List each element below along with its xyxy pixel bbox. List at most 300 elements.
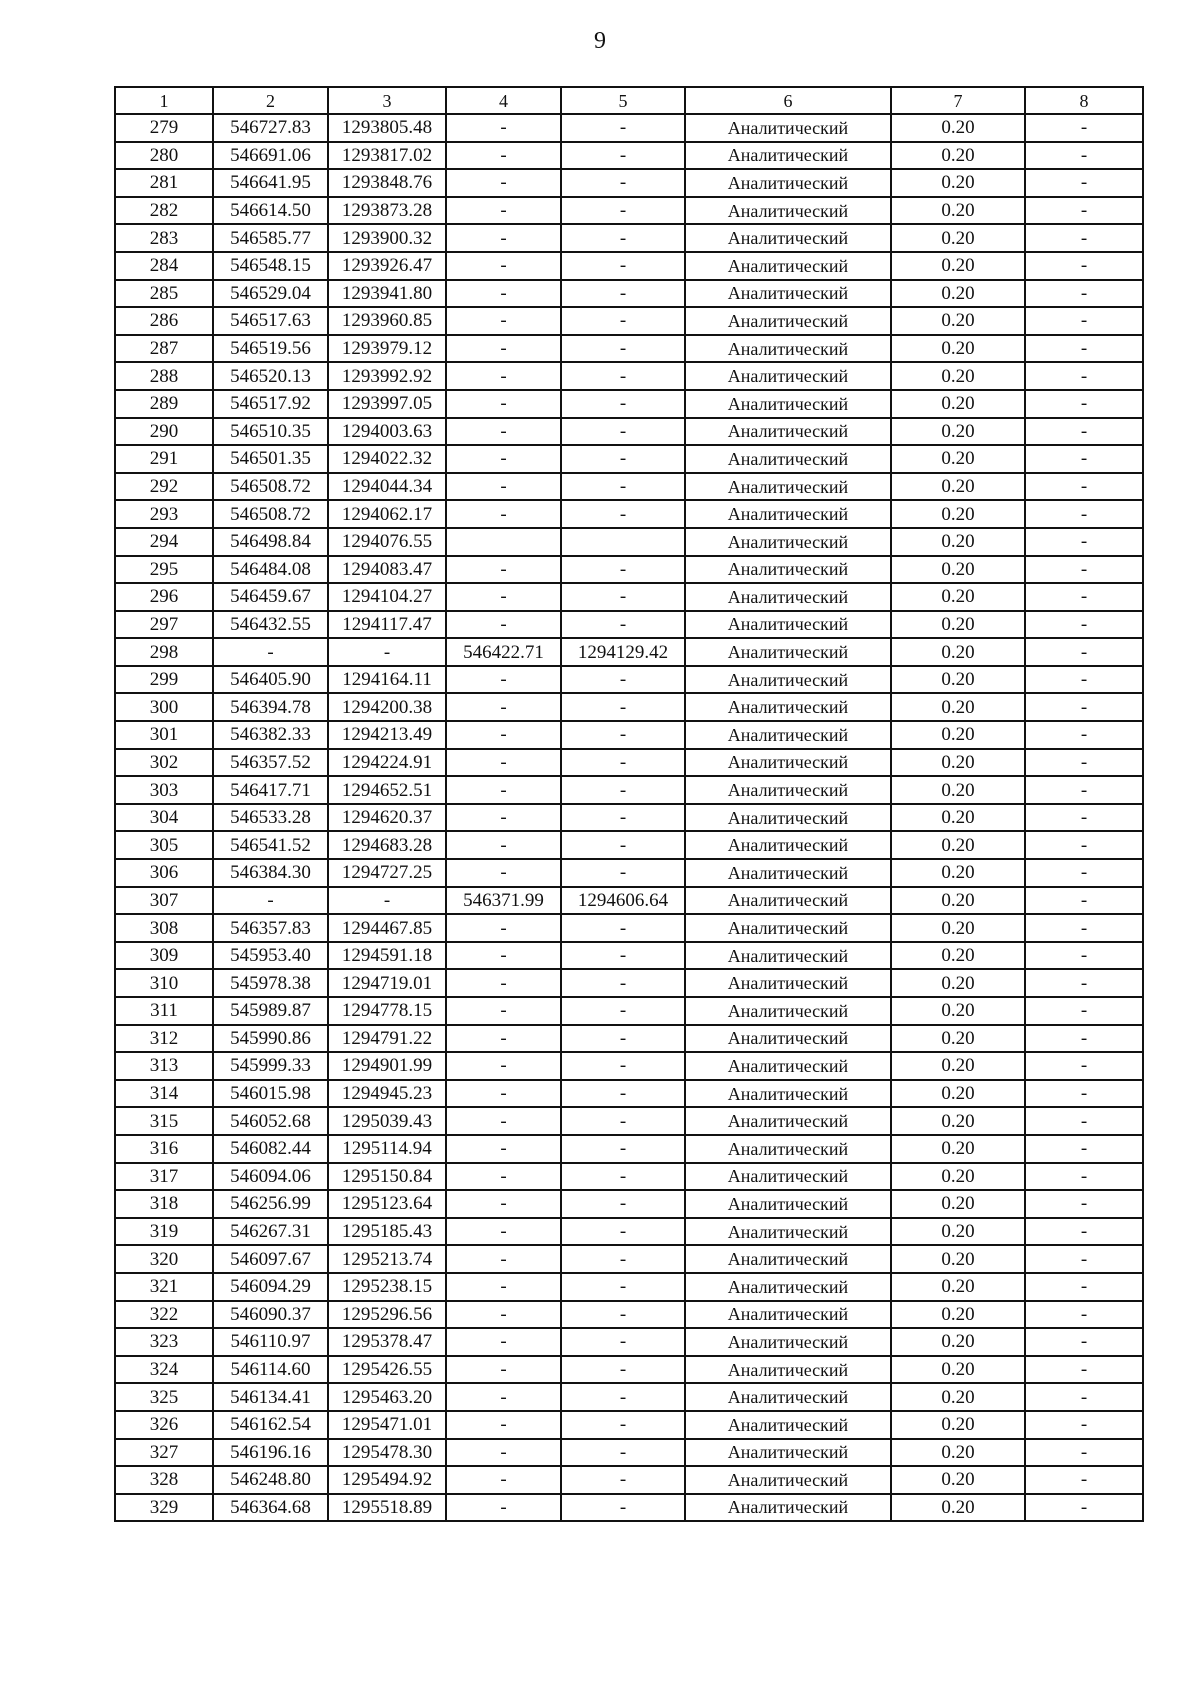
cell-x-coordinate: 546484.08 — [213, 556, 328, 584]
cell-accuracy: 0.20 — [891, 1052, 1025, 1080]
table-row — [115, 749, 1143, 777]
cell-point-number: 297 — [115, 611, 213, 639]
cell-note: - — [1025, 280, 1143, 308]
cell-accuracy: 0.20 — [891, 997, 1025, 1025]
cell-note: - — [1025, 1301, 1143, 1329]
cell-x-coordinate: - — [213, 638, 328, 666]
column-header-point-number: 1 — [115, 87, 213, 114]
cell-x-coordinate: 546541.52 — [213, 831, 328, 859]
cell-accuracy: 0.20 — [891, 500, 1025, 528]
cell-y-coordinate-alt: - — [561, 831, 685, 859]
cell-note: - — [1025, 473, 1143, 501]
cell-point-number: 283 — [115, 224, 213, 252]
cell-x-coordinate-alt: - — [446, 969, 561, 997]
cell-y-coordinate-alt: - — [561, 556, 685, 584]
cell-x-coordinate: 546382.33 — [213, 721, 328, 749]
cell-y-coordinate-alt: - — [561, 1439, 685, 1467]
cell-accuracy: 0.20 — [891, 142, 1025, 170]
cell-x-coordinate: 546052.68 — [213, 1107, 328, 1135]
cell-y-coordinate: 1294467.85 — [328, 914, 446, 942]
cell-x-coordinate-alt: - — [446, 197, 561, 225]
cell-note: - — [1025, 1494, 1143, 1522]
cell-y-coordinate-alt: 1294129.42 — [561, 638, 685, 666]
cell-y-coordinate: 1295378.47 — [328, 1328, 446, 1356]
cell-note: - — [1025, 831, 1143, 859]
table-row — [115, 1218, 1143, 1246]
cell-method: Аналитический — [685, 114, 891, 142]
cell-y-coordinate-alt: - — [561, 1356, 685, 1384]
cell-x-coordinate: 546114.60 — [213, 1356, 328, 1384]
cell-method: Аналитический — [685, 859, 891, 887]
cell-point-number: 284 — [115, 252, 213, 280]
table-row — [115, 307, 1143, 335]
cell-x-coordinate-alt: - — [446, 942, 561, 970]
cell-point-number: 307 — [115, 887, 213, 915]
cell-y-coordinate: 1294591.18 — [328, 942, 446, 970]
cell-method: Аналитический — [685, 390, 891, 418]
cell-y-coordinate: 1295463.20 — [328, 1383, 446, 1411]
cell-x-coordinate-alt: - — [446, 500, 561, 528]
cell-x-coordinate: 546394.78 — [213, 693, 328, 721]
table-row — [115, 721, 1143, 749]
cell-point-number: 323 — [115, 1328, 213, 1356]
cell-y-coordinate: 1294652.51 — [328, 776, 446, 804]
cell-y-coordinate: 1294778.15 — [328, 997, 446, 1025]
cell-accuracy: 0.20 — [891, 749, 1025, 777]
cell-accuracy: 0.20 — [891, 1245, 1025, 1273]
table-row — [115, 418, 1143, 446]
cell-x-coordinate: 546498.84 — [213, 528, 328, 556]
cell-point-number: 324 — [115, 1356, 213, 1384]
cell-x-coordinate-alt: - — [446, 169, 561, 197]
cell-note: - — [1025, 1190, 1143, 1218]
table-row — [115, 224, 1143, 252]
cell-note: - — [1025, 390, 1143, 418]
cell-point-number: 300 — [115, 693, 213, 721]
cell-accuracy: 0.20 — [891, 693, 1025, 721]
table-row — [115, 638, 1143, 666]
table-row — [115, 1245, 1143, 1273]
cell-method: Аналитический — [685, 197, 891, 225]
cell-x-coordinate: 546585.77 — [213, 224, 328, 252]
cell-y-coordinate-alt: 1294606.64 — [561, 887, 685, 915]
cell-y-coordinate: 1294164.11 — [328, 666, 446, 694]
cell-note: - — [1025, 666, 1143, 694]
cell-method: Аналитический — [685, 307, 891, 335]
cell-method: Аналитический — [685, 1107, 891, 1135]
cell-x-coordinate-alt: - — [446, 1107, 561, 1135]
column-header-x-coordinate-alt: 4 — [446, 87, 561, 114]
cell-note: - — [1025, 1107, 1143, 1135]
cell-y-coordinate: - — [328, 887, 446, 915]
cell-accuracy: 0.20 — [891, 1190, 1025, 1218]
cell-method: Аналитический — [685, 721, 891, 749]
cell-x-coordinate: 545989.87 — [213, 997, 328, 1025]
cell-x-coordinate: 546510.35 — [213, 418, 328, 446]
cell-x-coordinate-alt: - — [446, 831, 561, 859]
table-row — [115, 693, 1143, 721]
column-header-y-coordinate-alt: 5 — [561, 87, 685, 114]
cell-note: - — [1025, 114, 1143, 142]
cell-y-coordinate: 1294003.63 — [328, 418, 446, 446]
cell-note: - — [1025, 445, 1143, 473]
cell-x-coordinate-alt: - — [446, 1135, 561, 1163]
cell-note: - — [1025, 1411, 1143, 1439]
cell-method: Аналитический — [685, 1273, 891, 1301]
cell-y-coordinate: 1293979.12 — [328, 335, 446, 363]
cell-y-coordinate-alt: - — [561, 252, 685, 280]
cell-method: Аналитический — [685, 749, 891, 777]
cell-point-number: 301 — [115, 721, 213, 749]
cell-x-coordinate-alt: - — [446, 307, 561, 335]
cell-x-coordinate-alt: - — [446, 1052, 561, 1080]
cell-x-coordinate: 546405.90 — [213, 666, 328, 694]
cell-y-coordinate-alt: - — [561, 169, 685, 197]
cell-x-coordinate: 546094.29 — [213, 1273, 328, 1301]
cell-y-coordinate-alt: - — [561, 969, 685, 997]
table-row — [115, 1301, 1143, 1329]
cell-point-number: 303 — [115, 776, 213, 804]
cell-y-coordinate: 1295471.01 — [328, 1411, 446, 1439]
cell-y-coordinate-alt: - — [561, 749, 685, 777]
page-number: 9 — [594, 28, 606, 54]
table-row — [115, 1135, 1143, 1163]
cell-accuracy: 0.20 — [891, 362, 1025, 390]
cell-y-coordinate: 1294224.91 — [328, 749, 446, 777]
cell-x-coordinate: 546548.15 — [213, 252, 328, 280]
cell-accuracy: 0.20 — [891, 445, 1025, 473]
cell-note: - — [1025, 749, 1143, 777]
table-row — [115, 335, 1143, 363]
cell-method: Аналитический — [685, 1494, 891, 1522]
cell-point-number: 308 — [115, 914, 213, 942]
cell-y-coordinate: 1293848.76 — [328, 169, 446, 197]
cell-point-number: 292 — [115, 473, 213, 501]
table-row — [115, 1356, 1143, 1384]
cell-point-number: 314 — [115, 1080, 213, 1108]
cell-point-number: 291 — [115, 445, 213, 473]
table-row — [115, 1411, 1143, 1439]
cell-method: Аналитический — [685, 942, 891, 970]
cell-y-coordinate-alt: - — [561, 1025, 685, 1053]
cell-point-number: 311 — [115, 997, 213, 1025]
cell-y-coordinate: 1294620.37 — [328, 804, 446, 832]
cell-method: Аналитический — [685, 1411, 891, 1439]
cell-method: Аналитический — [685, 997, 891, 1025]
table-row — [115, 831, 1143, 859]
cell-y-coordinate-alt: - — [561, 197, 685, 225]
cell-x-coordinate-alt — [446, 528, 561, 556]
cell-y-coordinate: 1294945.23 — [328, 1080, 446, 1108]
cell-point-number: 315 — [115, 1107, 213, 1135]
coordinates-table — [114, 86, 1144, 1522]
cell-y-coordinate-alt: - — [561, 666, 685, 694]
cell-method: Аналитический — [685, 362, 891, 390]
cell-method: Аналитический — [685, 528, 891, 556]
cell-note: - — [1025, 914, 1143, 942]
cell-x-coordinate: 546357.83 — [213, 914, 328, 942]
cell-accuracy: 0.20 — [891, 831, 1025, 859]
cell-y-coordinate: 1293926.47 — [328, 252, 446, 280]
cell-point-number: 289 — [115, 390, 213, 418]
cell-note: - — [1025, 997, 1143, 1025]
cell-accuracy: 0.20 — [891, 197, 1025, 225]
cell-y-coordinate: 1293960.85 — [328, 307, 446, 335]
cell-x-coordinate: 546529.04 — [213, 280, 328, 308]
cell-x-coordinate-alt: - — [446, 749, 561, 777]
cell-y-coordinate-alt: - — [561, 362, 685, 390]
cell-y-coordinate-alt: - — [561, 280, 685, 308]
cell-x-coordinate-alt: - — [446, 997, 561, 1025]
cell-point-number: 304 — [115, 804, 213, 832]
cell-x-coordinate: 546508.72 — [213, 473, 328, 501]
cell-y-coordinate-alt: - — [561, 583, 685, 611]
cell-note: - — [1025, 1328, 1143, 1356]
cell-accuracy: 0.20 — [891, 224, 1025, 252]
cell-x-coordinate: 546384.30 — [213, 859, 328, 887]
cell-note: - — [1025, 169, 1143, 197]
cell-note: - — [1025, 1135, 1143, 1163]
cell-y-coordinate: 1294044.34 — [328, 473, 446, 501]
cell-note: - — [1025, 942, 1143, 970]
cell-y-coordinate: 1295238.15 — [328, 1273, 446, 1301]
table-row — [115, 362, 1143, 390]
cell-x-coordinate-alt: - — [446, 611, 561, 639]
cell-x-coordinate-alt: - — [446, 1163, 561, 1191]
cell-y-coordinate: 1294117.47 — [328, 611, 446, 639]
cell-y-coordinate: 1295478.30 — [328, 1439, 446, 1467]
table-row — [115, 583, 1143, 611]
cell-x-coordinate-alt: - — [446, 1080, 561, 1108]
table-row — [115, 390, 1143, 418]
cell-x-coordinate-alt: - — [446, 1356, 561, 1384]
cell-y-coordinate-alt: - — [561, 1218, 685, 1246]
cell-y-coordinate: 1294083.47 — [328, 556, 446, 584]
cell-y-coordinate: 1295185.43 — [328, 1218, 446, 1246]
table-row — [115, 445, 1143, 473]
cell-y-coordinate-alt: - — [561, 335, 685, 363]
cell-method: Аналитический — [685, 500, 891, 528]
cell-point-number: 296 — [115, 583, 213, 611]
cell-note: - — [1025, 556, 1143, 584]
cell-accuracy: 0.20 — [891, 1163, 1025, 1191]
cell-point-number: 280 — [115, 142, 213, 170]
table-row — [115, 1439, 1143, 1467]
cell-x-coordinate-alt: - — [446, 1494, 561, 1522]
cell-y-coordinate: 1294076.55 — [328, 528, 446, 556]
cell-method: Аналитический — [685, 1052, 891, 1080]
cell-y-coordinate-alt: - — [561, 611, 685, 639]
cell-point-number: 325 — [115, 1383, 213, 1411]
cell-x-coordinate-alt: - — [446, 1411, 561, 1439]
cell-x-coordinate: 546082.44 — [213, 1135, 328, 1163]
cell-y-coordinate: 1294104.27 — [328, 583, 446, 611]
cell-method: Аналитический — [685, 224, 891, 252]
table-row — [115, 776, 1143, 804]
cell-x-coordinate: 546501.35 — [213, 445, 328, 473]
table-row — [115, 1383, 1143, 1411]
cell-x-coordinate: 546417.71 — [213, 776, 328, 804]
cell-x-coordinate: 546519.56 — [213, 335, 328, 363]
cell-accuracy: 0.20 — [891, 914, 1025, 942]
cell-y-coordinate-alt: - — [561, 1411, 685, 1439]
cell-method: Аналитический — [685, 666, 891, 694]
cell-point-number: 281 — [115, 169, 213, 197]
cell-y-coordinate: 1295518.89 — [328, 1494, 446, 1522]
cell-method: Аналитический — [685, 611, 891, 639]
cell-method: Аналитический — [685, 1163, 891, 1191]
cell-method: Аналитический — [685, 556, 891, 584]
table-row — [115, 114, 1143, 142]
cell-x-coordinate-alt: - — [446, 445, 561, 473]
cell-method: Аналитический — [685, 1245, 891, 1273]
cell-accuracy: 0.20 — [891, 307, 1025, 335]
cell-note: - — [1025, 887, 1143, 915]
cell-accuracy: 0.20 — [891, 1466, 1025, 1494]
cell-x-coordinate: 546094.06 — [213, 1163, 328, 1191]
table-row — [115, 1052, 1143, 1080]
cell-x-coordinate: 546517.63 — [213, 307, 328, 335]
cell-x-coordinate-alt: - — [446, 666, 561, 694]
cell-y-coordinate: 1294213.49 — [328, 721, 446, 749]
cell-point-number: 299 — [115, 666, 213, 694]
cell-y-coordinate-alt: - — [561, 997, 685, 1025]
cell-point-number: 327 — [115, 1439, 213, 1467]
cell-y-coordinate: 1293805.48 — [328, 114, 446, 142]
cell-method: Аналитический — [685, 887, 891, 915]
cell-note: - — [1025, 776, 1143, 804]
cell-x-coordinate-alt: - — [446, 1025, 561, 1053]
cell-point-number: 306 — [115, 859, 213, 887]
cell-x-coordinate-alt: - — [446, 1218, 561, 1246]
cell-method: Аналитический — [685, 1301, 891, 1329]
cell-method: Аналитический — [685, 1135, 891, 1163]
cell-x-coordinate: 546248.80 — [213, 1466, 328, 1494]
table-row — [115, 942, 1143, 970]
cell-y-coordinate-alt: - — [561, 776, 685, 804]
cell-y-coordinate-alt — [561, 528, 685, 556]
cell-note: - — [1025, 142, 1143, 170]
cell-x-coordinate-alt: - — [446, 693, 561, 721]
cell-x-coordinate-alt: - — [446, 1273, 561, 1301]
cell-y-coordinate-alt: - — [561, 1494, 685, 1522]
cell-note: - — [1025, 224, 1143, 252]
cell-x-coordinate-alt: - — [446, 1383, 561, 1411]
table-body — [115, 114, 1143, 1521]
cell-x-coordinate: 546134.41 — [213, 1383, 328, 1411]
cell-point-number: 328 — [115, 1466, 213, 1494]
cell-x-coordinate-alt: - — [446, 914, 561, 942]
cell-y-coordinate: 1293817.02 — [328, 142, 446, 170]
cell-x-coordinate-alt: - — [446, 473, 561, 501]
cell-x-coordinate: 546357.52 — [213, 749, 328, 777]
cell-y-coordinate-alt: - — [561, 942, 685, 970]
table-row — [115, 914, 1143, 942]
cell-x-coordinate-alt: - — [446, 556, 561, 584]
cell-x-coordinate-alt: - — [446, 1328, 561, 1356]
table-row — [115, 1494, 1143, 1522]
cell-note: - — [1025, 252, 1143, 280]
cell-method: Аналитический — [685, 169, 891, 197]
cell-x-coordinate: 546459.67 — [213, 583, 328, 611]
table-row — [115, 859, 1143, 887]
column-header-accuracy: 7 — [891, 87, 1025, 114]
cell-point-number: 316 — [115, 1135, 213, 1163]
cell-method: Аналитический — [685, 1025, 891, 1053]
cell-point-number: 313 — [115, 1052, 213, 1080]
cell-x-coordinate: 546691.06 — [213, 142, 328, 170]
cell-y-coordinate-alt: - — [561, 693, 685, 721]
cell-x-coordinate-alt: - — [446, 280, 561, 308]
cell-accuracy: 0.20 — [891, 1494, 1025, 1522]
cell-accuracy: 0.20 — [891, 1025, 1025, 1053]
table-row — [115, 197, 1143, 225]
table-row — [115, 969, 1143, 997]
cell-y-coordinate: 1294022.32 — [328, 445, 446, 473]
cell-note: - — [1025, 804, 1143, 832]
cell-accuracy: 0.20 — [891, 556, 1025, 584]
cell-accuracy: 0.20 — [891, 1273, 1025, 1301]
cell-x-coordinate: 546196.16 — [213, 1439, 328, 1467]
cell-note: - — [1025, 1163, 1143, 1191]
cell-note: - — [1025, 197, 1143, 225]
cell-note: - — [1025, 1080, 1143, 1108]
cell-y-coordinate-alt: - — [561, 1328, 685, 1356]
cell-note: - — [1025, 528, 1143, 556]
cell-x-coordinate: 546517.92 — [213, 390, 328, 418]
cell-method: Аналитический — [685, 1383, 891, 1411]
table-row — [115, 1328, 1143, 1356]
cell-method: Аналитический — [685, 142, 891, 170]
cell-accuracy: 0.20 — [891, 666, 1025, 694]
cell-y-coordinate-alt: - — [561, 473, 685, 501]
cell-y-coordinate-alt: - — [561, 1163, 685, 1191]
cell-y-coordinate-alt: - — [561, 1135, 685, 1163]
cell-x-coordinate: 546432.55 — [213, 611, 328, 639]
cell-accuracy: 0.20 — [891, 418, 1025, 446]
cell-y-coordinate-alt: - — [561, 445, 685, 473]
cell-note: - — [1025, 1052, 1143, 1080]
cell-method: Аналитический — [685, 1190, 891, 1218]
cell-accuracy: 0.20 — [891, 721, 1025, 749]
cell-note: - — [1025, 1245, 1143, 1273]
cell-note: - — [1025, 693, 1143, 721]
cell-x-coordinate: 546533.28 — [213, 804, 328, 832]
cell-y-coordinate-alt: - — [561, 859, 685, 887]
cell-note: - — [1025, 638, 1143, 666]
cell-point-number: 294 — [115, 528, 213, 556]
cell-accuracy: 0.20 — [891, 1439, 1025, 1467]
cell-point-number: 285 — [115, 280, 213, 308]
cell-y-coordinate-alt: - — [561, 1273, 685, 1301]
cell-note: - — [1025, 1439, 1143, 1467]
cell-point-number: 322 — [115, 1301, 213, 1329]
cell-point-number: 321 — [115, 1273, 213, 1301]
cell-x-coordinate: 545990.86 — [213, 1025, 328, 1053]
table-row — [115, 666, 1143, 694]
cell-x-coordinate: 546520.13 — [213, 362, 328, 390]
cell-note: - — [1025, 1356, 1143, 1384]
cell-note: - — [1025, 969, 1143, 997]
cell-x-coordinate: 546256.99 — [213, 1190, 328, 1218]
table-row — [115, 142, 1143, 170]
cell-accuracy: 0.20 — [891, 611, 1025, 639]
cell-note: - — [1025, 859, 1143, 887]
cell-accuracy: 0.20 — [891, 1356, 1025, 1384]
cell-y-coordinate-alt: - — [561, 1245, 685, 1273]
cell-y-coordinate-alt: - — [561, 224, 685, 252]
cell-method: Аналитический — [685, 776, 891, 804]
